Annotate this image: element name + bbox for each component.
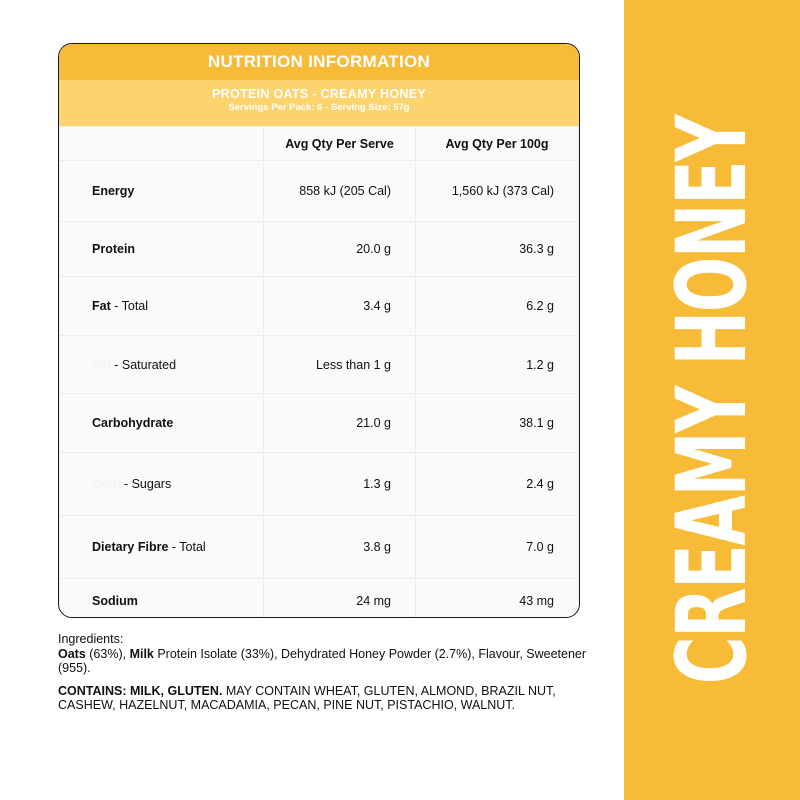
header-per-serve: Avg Qty Per Serve (264, 127, 416, 161)
table-row (60, 394, 579, 453)
ingredients-list: Oats (63%), Milk Protein Isolate (33%), Dehydrated Honey Powder (2.7%), Flavour, Sweetener (955). (58, 646, 587, 675)
table-header-row (60, 127, 579, 161)
per-100g-value: 6.2 g (416, 277, 579, 336)
product-name: PROTEIN OATS - CREAMY HONEY (212, 87, 426, 101)
row-label: Fat - Total (60, 277, 264, 336)
nutrition-panel (58, 43, 580, 618)
header-blank (60, 127, 264, 161)
allergen-statement: CONTAINS: MILK, GLUTEN. MAY CONTAIN WHEAT, GLUTEN, ALMOND, BRAZIL NUT, CASHEW, HAZELNUT, MACADAMIA, PECAN, PINE NUT, PISTACHIO, WALNUT. (58, 683, 556, 712)
table-row (60, 579, 579, 619)
table-row (60, 222, 579, 277)
header-per-100g: Avg Qty Per 100g (416, 127, 579, 161)
side-label: CREAMY HONEY (656, 115, 768, 685)
per-100g-value: 7.0 g (416, 516, 579, 579)
table-row (60, 277, 579, 336)
table-row (60, 516, 579, 579)
row-label: Dietary Fibre - Total (60, 516, 264, 579)
per-100g-value: 1.2 g (416, 336, 579, 394)
per-serve-value: 3.4 g (264, 277, 416, 336)
table-row (60, 336, 579, 394)
per-100g-value: 1,560 kJ (373 Cal) (416, 161, 579, 222)
per-100g-value: 2.4 g (416, 453, 579, 516)
row-label: Sodium (60, 579, 264, 619)
per-serve-value: 20.0 g (264, 222, 416, 277)
row-label: Carb - Sugars (60, 453, 264, 516)
per-100g-value: 38.1 g (416, 394, 579, 453)
per-serve-value: 24 mg (264, 579, 416, 619)
per-100g-value: 43 mg (416, 579, 579, 619)
per-100g-value: 36.3 g (416, 222, 579, 277)
row-label: Carbohydrate (60, 394, 264, 453)
serving-info: Servings Per Pack: 6 - Serving Size: 57g (228, 102, 410, 113)
table-row (60, 453, 579, 516)
per-serve-value: Less than 1 g (264, 336, 416, 394)
ingredients-heading: Ingredients: (58, 632, 124, 646)
per-serve-value: 3.8 g (264, 516, 416, 579)
row-label: Energy (60, 161, 264, 222)
row-label: Fat - Saturated (60, 336, 264, 394)
row-label: Protein (60, 222, 264, 277)
ingredients-block (58, 632, 598, 713)
per-serve-value: 858 kJ (205 Cal) (264, 161, 416, 222)
panel-subheader (59, 80, 579, 126)
per-serve-value: 1.3 g (264, 453, 416, 516)
panel-title: NUTRITION INFORMATION (59, 44, 579, 80)
per-serve-value: 21.0 g (264, 394, 416, 453)
table-row (60, 161, 579, 222)
nutrition-table (59, 126, 579, 618)
